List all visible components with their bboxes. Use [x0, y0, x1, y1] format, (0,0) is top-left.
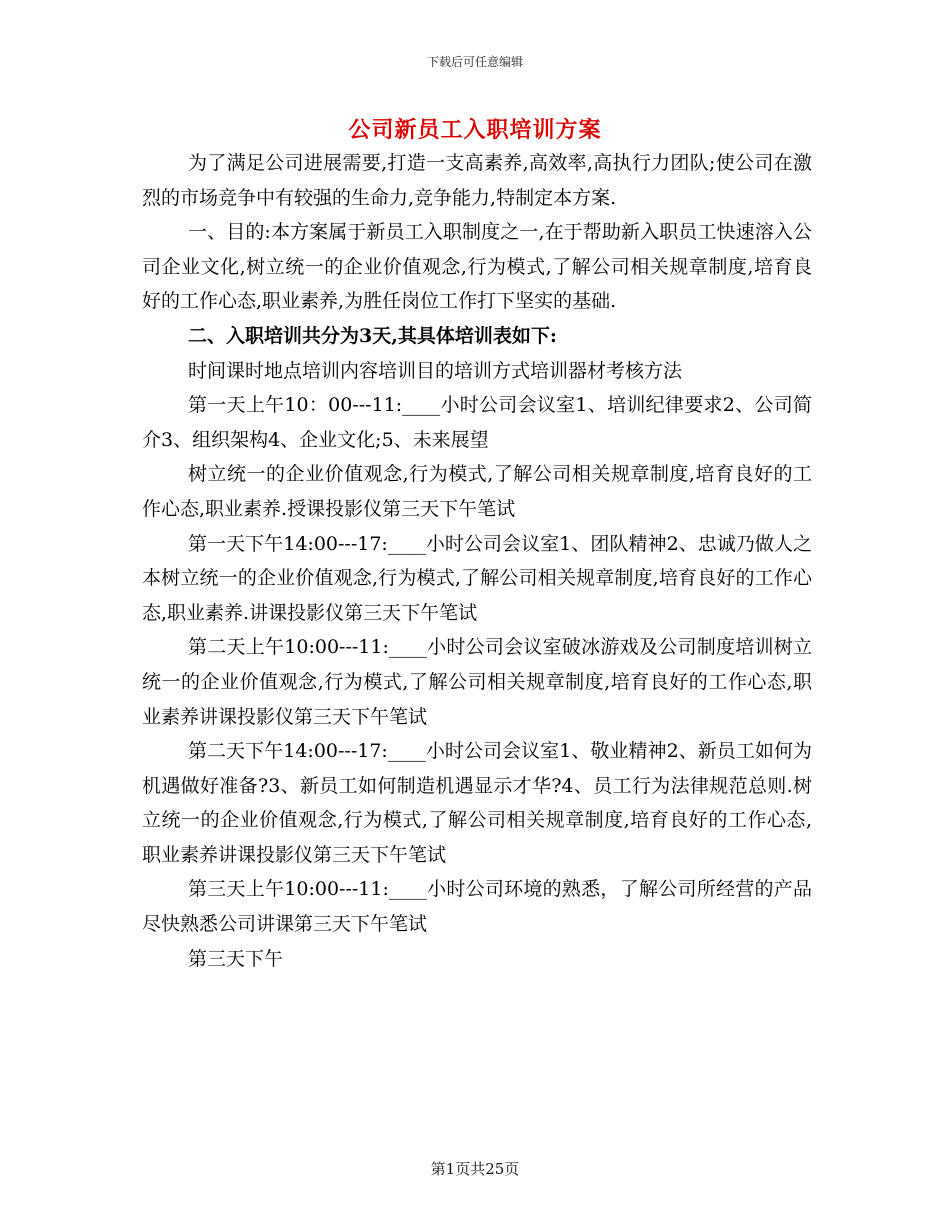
schedule-heading: 二、入职培训共分为3天,其具体培训表如下: [188, 324, 557, 347]
day2-morning-paragraph: 第二天上午10:00---11:____小时公司会议室破冰游戏及公司制度培训树立统一的企业价值观念,行为模式,了解公司相关规章制度,培育良好的工作心态,职业素养讲课投影仪第三天下午笔试 [142, 636, 812, 728]
header-note: 下载后可任意编辑 [426, 55, 523, 69]
day3-morning-paragraph: 第三天上午10:00---11:____小时公司环境的熟悉，了解公司所经营的产品尽快熟悉公司讲课第三天下午笔试 [142, 878, 812, 936]
purpose-paragraph: 一、目的:本方案属于新员工入职制度之一,在于帮助新入职员工快速溶入公司企业文化,树立统一的企业价值观念,行为模式,了解公司相关规章制度,培育良好的工作心态,职业素养,为胜任岗位工作打下坚实的基础. [142, 221, 812, 313]
day1-afternoon-paragraph: 第一天下午14:00---17:____小时公司会议室1、团队精神2、忠诚乃做人之本树立统一的企业价值观念,行为模式,了解公司相关规章制度,培育良好的工作心态,职业素养.讲课投影仪第三天下午笔试 [142, 532, 812, 624]
document-title: 公司新员工入职培训方案 [348, 117, 602, 143]
day1-morning-paragraph: 第一天上午10：00---11:____小时公司会议室1、培训纪律要求2、公司简介3、组织架构4、企业文化;5、未来展望 [142, 394, 812, 451]
document-body [142, 146, 812, 976]
day3-afternoon-paragraph: 第三天下午 [188, 947, 284, 970]
page-number-footer: 第1页共25页 [430, 1160, 520, 1178]
day2-afternoon-paragraph: 第二天下午14:00---17:____小时公司会议室1、敬业精神2、新员工如何为机遇做好准备?3、新员工如何制造机遇显示才华?4、员工行为法律规范总则.树立统一的企业价值观念,行为模式,了解公司相关规章制度,培育良好的工作心态,职业素养讲课投影仪第三天下午笔试 [142, 740, 812, 866]
schedule-columns-line: 时间课时地点培训内容培训目的培训方式培训器材考核方法 [188, 359, 683, 382]
day1-morning-goal-paragraph: 树立统一的企业价值观念,行为模式,了解公司相关规章制度,培育良好的工作心态,职业素养.授课投影仪第三天下午笔试 [142, 463, 812, 520]
intro-paragraph: 为了满足公司进展需要,打造一支高素养,高效率,高执行力团队;使公司在激烈的市场竞争中有较强的生命力,竞争能力,特制定本方案. [142, 152, 812, 209]
